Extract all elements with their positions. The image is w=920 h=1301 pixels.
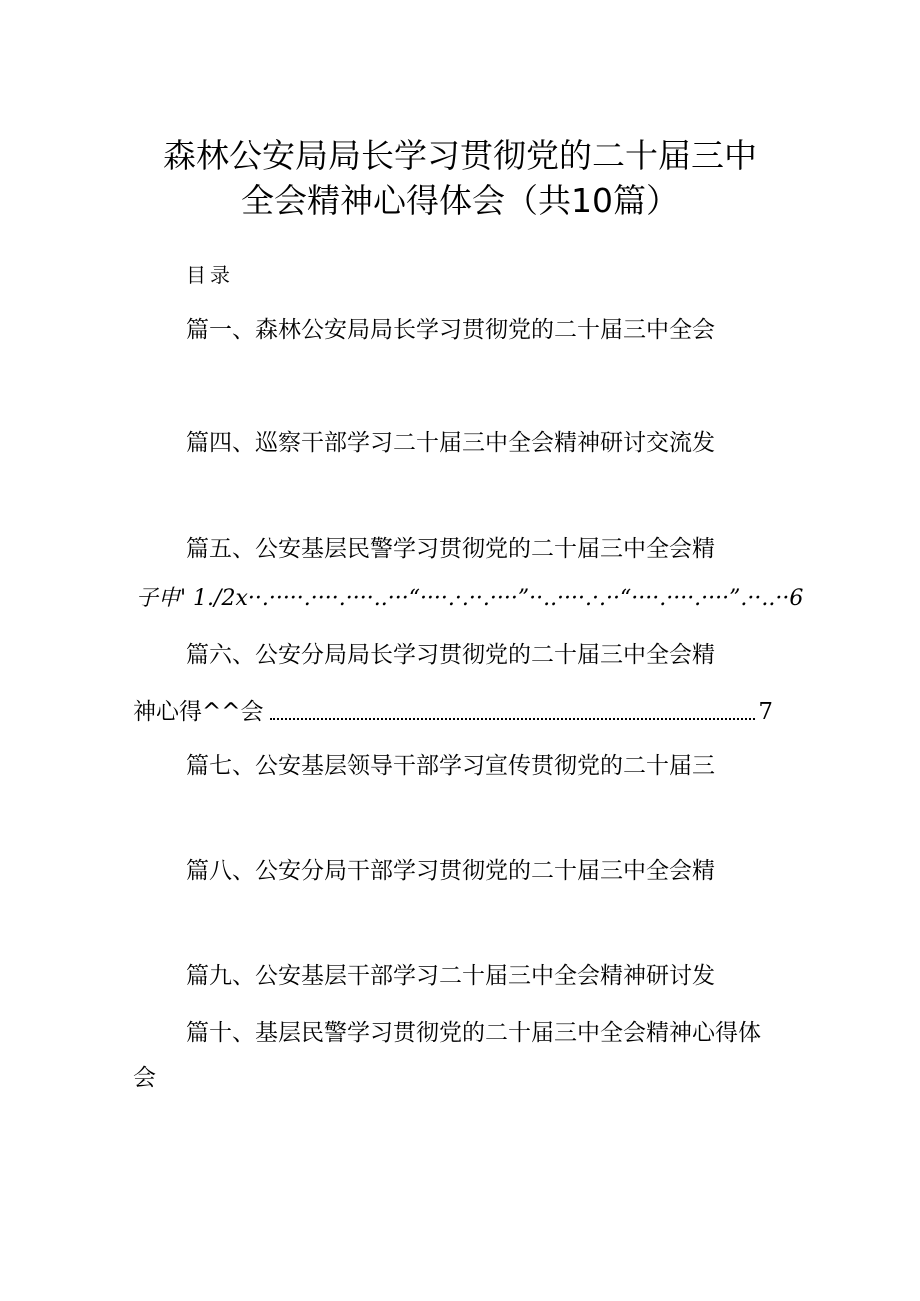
toc-entry-7: 篇七、公安基层领导干部学习宣传贯彻党的二十届三 xyxy=(186,753,715,779)
toc-entry-8: 篇八、公安分局干部学习贯彻党的二十届三中全会精 xyxy=(186,858,715,884)
toc-entry-10-continuation: 会 xyxy=(133,1065,156,1091)
toc-page-number: 7 xyxy=(758,699,773,725)
toc-entry-6-continuation-text: 神心得^^会 xyxy=(133,699,264,725)
dot-leader xyxy=(270,717,756,720)
toc-entry-9: 篇九、公安基层干部学习二十届三中全会精神研讨发 xyxy=(186,963,715,989)
toc-entry-6: 篇六、公安分局局长学习贯彻党的二十届三中全会精 xyxy=(186,642,715,668)
toc-entry-5-continuation: 子申' 1./2x··.·····.····.····..···“····.·.··.····”··..····.·.··“····.····.····”.··..··6 xyxy=(136,586,804,611)
toc-entry-6-continuation xyxy=(133,697,773,727)
document-title-line-1: 森林公安局局长学习贯彻党的二十届三中 xyxy=(163,136,757,175)
document-title-line-2: 全会精神心得体会（共10篇） xyxy=(241,181,679,220)
toc-label: 目录 xyxy=(186,263,234,287)
toc-entry-4: 篇四、巡察干部学习二十届三中全会精神研讨交流发 xyxy=(186,430,715,456)
toc-entry-1: 篇一、森林公安局局长学习贯彻党的二十届三中全会 xyxy=(186,317,715,343)
toc-entry-10: 篇十、基层民警学习贯彻党的二十届三中全会精神心得体 xyxy=(186,1020,761,1046)
toc-entry-5: 篇五、公安基层民警学习贯彻党的二十届三中全会精 xyxy=(186,536,715,562)
